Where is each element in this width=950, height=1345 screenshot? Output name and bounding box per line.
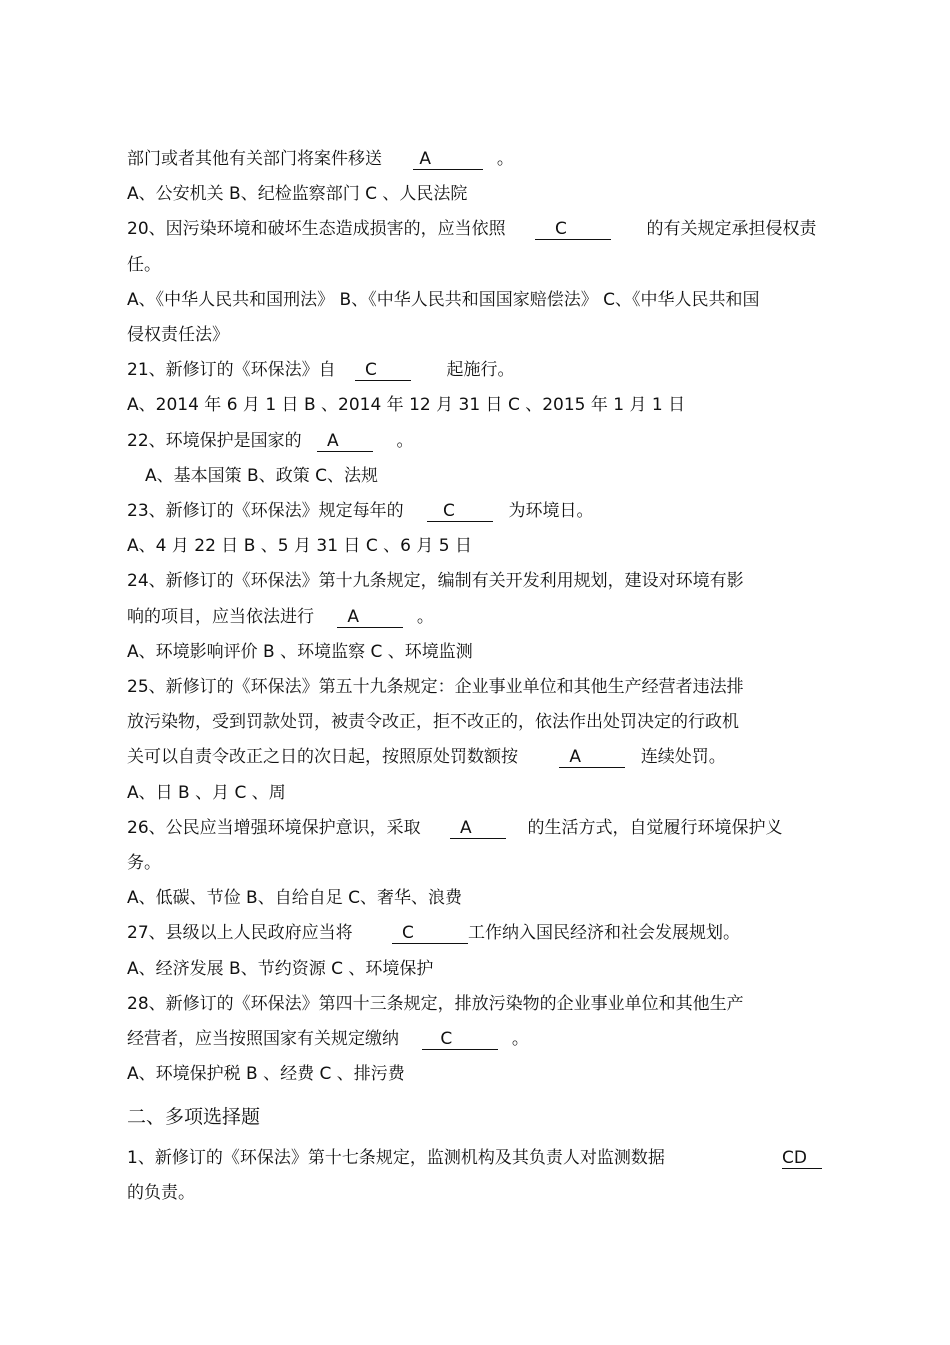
section-heading-multiple-choice: 二、多项选择题 bbox=[127, 1106, 261, 1128]
answer-blank-multi-1: CD bbox=[782, 1147, 822, 1169]
options-27: A、经济发展 B、节约资源 C 、环境保护 bbox=[127, 959, 434, 979]
question-24: 24、新修订的《环保法》第十九条规定，编制有关开发利用规划，建设对环境有影 bbox=[127, 571, 744, 591]
question-20-continued: 任。 bbox=[127, 255, 161, 275]
answer-blank-26: A bbox=[450, 818, 506, 839]
question-25-line-3: 关可以自责令改正之日的次日起，按照原处罚数额按 A 连续处罚。 bbox=[127, 747, 726, 767]
question-23: 23、新修订的《环保法》规定每年的 C 为环境日。 bbox=[127, 501, 594, 521]
question-28-continued: 经营者，应当按照国家有关规定缴纳 C 。 bbox=[127, 1029, 529, 1049]
answer-blank-20: C bbox=[535, 219, 611, 240]
options-21: A、2014 年 6 月 1 日 B 、2014 年 12 月 31 日 C 、2015 年 1 月 1 日 bbox=[127, 395, 686, 415]
question-28: 28、新修订的《环保法》第四十三条规定，排放污染物的企业事业单位和其他生产 bbox=[127, 994, 744, 1014]
answer-blank-22: A bbox=[317, 431, 373, 452]
question-26: 26、公民应当增强环境保护意识，采取 A 的生活方式，自觉履行环境保护义 bbox=[127, 818, 783, 838]
options-20: A、《中华人民共和国刑法》 B、《中华人民共和国国家赔偿法》 C、《中华人民共和国 bbox=[127, 290, 760, 310]
answer-blank-27: C bbox=[392, 923, 468, 944]
options-28: A、环境保护税 B 、经费 C 、排污费 bbox=[127, 1064, 405, 1084]
answer-blank-28: C bbox=[422, 1029, 498, 1050]
multi-question-1-continued: 的负责。 bbox=[127, 1183, 195, 1203]
answer-blank-19: A bbox=[413, 149, 483, 170]
options-26: A、低碳、节俭 B、自给自足 C、奢华、浪费 bbox=[127, 888, 462, 908]
options-20-continued: 侵权责任法》 bbox=[127, 325, 229, 345]
options-25: A、日 B 、月 C 、周 bbox=[127, 783, 286, 803]
question-19-continued: 部门或者其他有关部门将案件移送 A 。 bbox=[127, 149, 514, 169]
question-26-continued: 务。 bbox=[127, 853, 161, 873]
options-19: A、公安机关 B、纪检监察部门 C 、人民法院 bbox=[127, 184, 468, 204]
multi-question-1: 1、新修订的《环保法》第十七条规定，监测机构及其负责人对监测数据 bbox=[127, 1148, 665, 1168]
answer-blank-23: C bbox=[427, 501, 493, 522]
options-22: A、基本国策 B、政策 C、法规 bbox=[145, 466, 378, 486]
answer-blank-25: A bbox=[559, 747, 625, 768]
answer-blank-24: A bbox=[337, 607, 403, 628]
question-20: 20、因污染环境和破坏生态造成损害的，应当依照 C 的有关规定承担侵权责 bbox=[127, 219, 817, 239]
options-23: A、4 月 22 日 B 、5 月 31 日 C 、6 月 5 日 bbox=[127, 536, 472, 556]
question-21: 21、新修订的《环保法》自 C 起施行。 bbox=[127, 360, 515, 380]
question-25: 25、新修订的《环保法》第五十九条规定：企业事业单位和其他生产经营者违法排 bbox=[127, 677, 744, 697]
question-24-continued: 响的项目，应当依法进行 A 。 bbox=[127, 607, 434, 627]
question-22: 22、环境保护是国家的 A 。 bbox=[127, 431, 414, 451]
options-24: A、环境影响评价 B 、环境监察 C 、环境监测 bbox=[127, 642, 473, 662]
question-25-line-2: 放污染物，受到罚款处罚，被责令改正，拒不改正的，依法作出处罚决定的行政机 bbox=[127, 712, 739, 732]
answer-blank-21: C bbox=[355, 360, 411, 381]
question-27: 27、县级以上人民政府应当将 C 工作纳入国民经济和社会发展规划。 bbox=[127, 923, 741, 943]
